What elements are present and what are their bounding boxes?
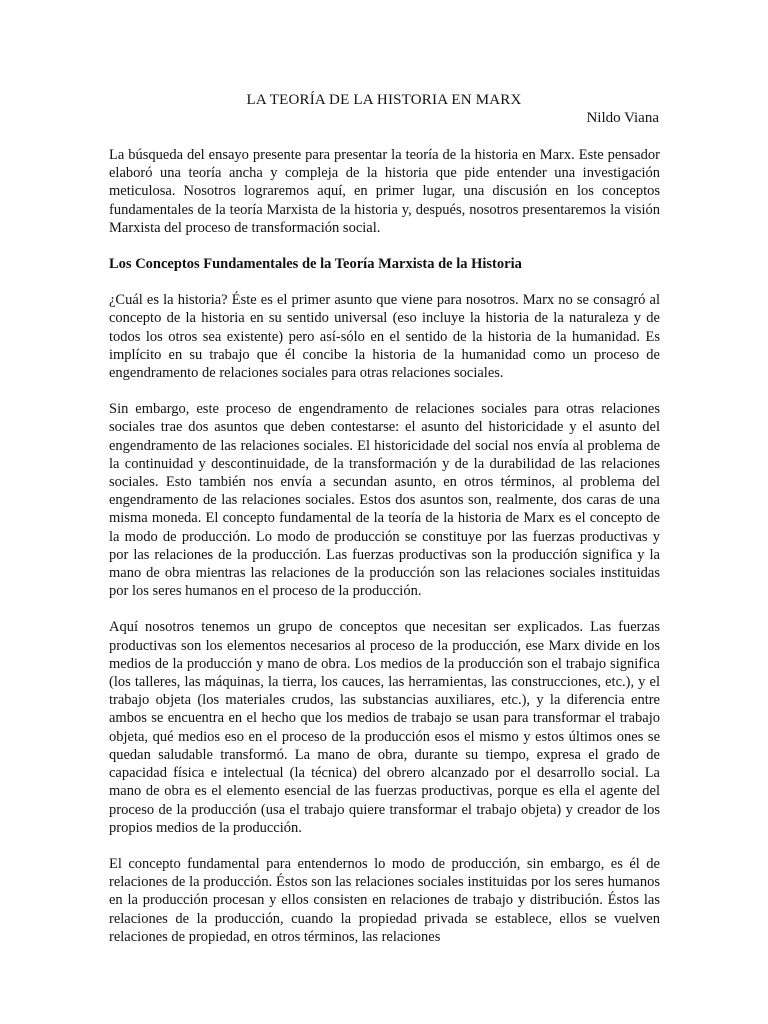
body-paragraph: El concepto fundamental para entendernos lo modo de producción, sin embargo, es él de relaciones de la producción. Éstos son las relaciones sociales instituidas por los seres humanos en la producción procesan y ellos consisten en relaciones de trabajo y distribución. Éstos las relaciones de la producción, cuando la propiedad privada se establece, ellos se vuelven relaciones de propiedad, en otros términos, las relaciones <box>109 855 660 945</box>
body-paragraph: Sin embargo, este proceso de engendramento de relaciones sociales para otras relaciones sociales trae dos asuntos que deben contestarse: el asunto del historicidade y el asunto del engendramento de las relaciones sociales. El historicidade del social nos envía al problema de la continuidad y descontinuidade, de la transformación y de la durabilidad de las relaciones sociales. Esto también nos envía a secundan asunto, en otros términos, al problema del engendramento de las relaciones sociales. Estos dos asuntos son, realmente, dos caras de una misma moneda. El concepto fundamental de la teoría de la historia de Marx es el concepto de la modo de producción. Lo modo de producción se constituye por las fuerzas productivas y por las relaciones de la producción. Las fuerzas productivas son la producción significa y la mano de obra mientras las relaciones de la producción son las relaciones sociales instituidas por los seres humanos en el proceso de la producción. <box>109 401 660 600</box>
author-name: Nildo Viana <box>586 110 659 126</box>
document-body <box>109 146 660 964</box>
body-paragraph: ¿Cuál es la historia? Éste es el primer asunto que viene para nosotros. Marx no se consagró al concepto de la historia en su sentido universal (eso incluye la historia de la naturaleza y de todos los otros sea existente) pero así-sólo en el sentido de la historia de la humanidad. Es implícito en su trabajo que él concibe la historia de la humanidad como un proceso de engendramento de relaciones sociales para otras relaciones sociales. <box>109 292 660 382</box>
intro-paragraph: La búsqueda del ensayo presente para presentar la teoría de la historia en Marx. Este pensador elaboró una teoría ancha y compleja de la historia que pide entender una investigación meticulosa. Nosotros lograremos aquí, en primer lugar, una discusión en los conceptos fundamentales de la teoría Marxista de la historia y, después, nosotros presentaremos la visión Marxista del proceso de transformación social. <box>109 147 660 236</box>
document-title: LA TEORÍA DE LA HISTORIA EN MARX <box>246 92 522 108</box>
body-paragraph: Aquí nosotros tenemos un grupo de conceptos que necesitan ser explicados. Las fuerzas productivas son los elementos necesarios al proceso de la producción, ese Marx divide en los medios de la producción y mano de obra. Los medios de la producción son el trabajo significa (los talleres, las máquinas, la tierra, los cauces, las herramientas, las construcciones, etc.), y el trabajo objeta (los materiales crudos, las substancias auxiliares, etc.), y la diferencia entre ambos se encuentra en el hecho que los medios de trabajo se usan para transformar el trabajo objeta, qué medios eso en el proceso de la producción esos el mismo y estos últimos ones se quedan saludable transformó. La mano de obra, durante su tiempo, expresa el grado de capacidad física e intelectual (la técnica) del obrero alcanzado por el desarrollo social. La mano de obra es el elemento esencial de las fuerzas productivas, porque es ella el agente del proceso de la producción (usa el trabajo quiere transformar el trabajo objeta) y creador de los propios medios de la producción. <box>109 619 660 836</box>
section-heading: Los Conceptos Fundamentales de la Teoría Marxista de la Historia <box>109 256 522 273</box>
